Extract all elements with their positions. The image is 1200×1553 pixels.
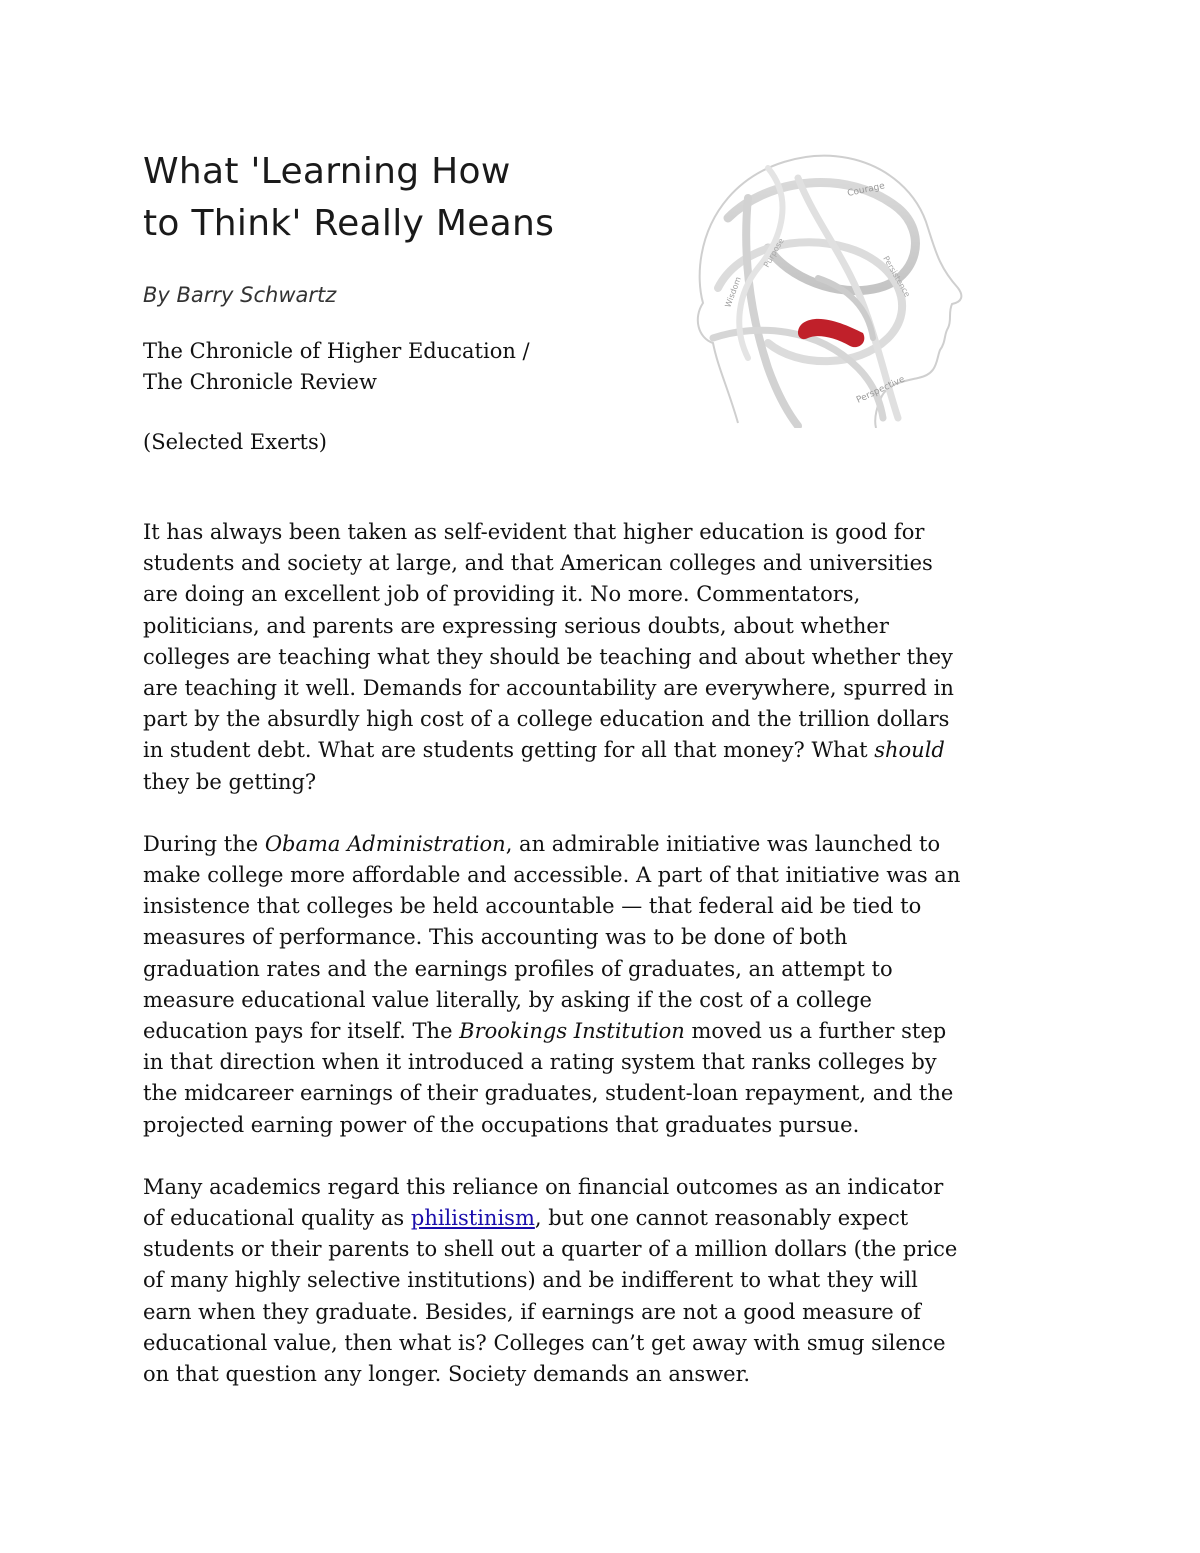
red-ribbon xyxy=(798,319,864,347)
ribbon-word-1: Courage xyxy=(846,181,886,199)
ribbon-3 xyxy=(746,198,798,426)
ribbon-head-illustration-icon xyxy=(618,138,980,428)
p3-line-4: of many highly selective institutions) and be indifferent to what they will xyxy=(143,1268,918,1293)
ribbon-4 xyxy=(798,178,898,418)
p1-line-9: they be getting? xyxy=(143,769,317,794)
p2-line-8: in that direction when it introduced a rating system that ranks colleges by xyxy=(143,1050,937,1075)
p2-line-1 xyxy=(143,829,1061,860)
p3-line-2-start: of educational quality as xyxy=(143,1206,411,1231)
p2-line-7 xyxy=(143,1016,1061,1047)
p1-line-1: It has always been taken as self-evident that higher education is good for xyxy=(143,520,925,544)
p3-line-2 xyxy=(143,1203,1061,1234)
p1-line-6: are teaching it well. Demands for accountability are everywhere, spurred in xyxy=(143,676,954,701)
title-line-1: What 'Learning How xyxy=(143,151,511,192)
paragraph-3 xyxy=(143,1172,1061,1390)
excerpt-note: (Selected Exerts) xyxy=(143,430,327,454)
paragraph-2 xyxy=(143,829,1061,1141)
p3-line-5: earn when they graduate. Besides, if earnings are not a good measure of xyxy=(143,1299,921,1324)
p2-line-4: measures of performance. This accounting was to be done of both xyxy=(143,925,848,950)
p1-line-2: students and society at large, and that American colleges and universities xyxy=(143,551,933,576)
article-title xyxy=(143,146,623,250)
p2-line-1-end: , an admirable initiative was launched to xyxy=(505,831,941,856)
p2-line-10: projected earning power of the occupations that graduates pursue. xyxy=(143,1112,860,1137)
p1-line-7: part by the absurdly high cost of a college education and the trillion dollars xyxy=(143,707,950,732)
p2-line-5: graduation rates and the earnings profiles of graduates, an attempt to xyxy=(143,956,893,981)
philistinism-link[interactable]: philistinism xyxy=(410,1206,535,1231)
ribbon-word-2: Wisdom xyxy=(723,275,743,309)
p1-line-3: are doing an excellent job of providing it. No more. Commentators, xyxy=(143,582,861,607)
p2-line-2: make college more affordable and accessible. A part of that initiative was an xyxy=(143,863,961,888)
p2-line-9: the midcareer earnings of their graduates, student-loan repayment, and the xyxy=(143,1081,954,1106)
p3-line-2-end: , but one cannot reasonably expect xyxy=(534,1206,909,1231)
p1-line-8-text: in student debt. What are students getting for all that money? What xyxy=(143,738,875,763)
emphasis-obama-administration: Obama Administration xyxy=(264,831,506,856)
p3-line-3: students or their parents to shell out a quarter of a million dollars (the price xyxy=(143,1237,958,1262)
ribbon-word-3: Perspective xyxy=(855,374,907,406)
source-line-1: The Chronicle of Higher Education / xyxy=(143,339,530,363)
emphasis-should: should xyxy=(874,738,945,763)
p3-line-7: on that question any longer. Society demands an answer. xyxy=(143,1362,751,1387)
p1-line-8 xyxy=(143,735,1061,766)
emphasis-brookings-institution: Brookings Institution xyxy=(459,1019,685,1044)
source-line-2: The Chronicle Review xyxy=(143,370,377,394)
p3-line-6: educational value, then what is? Colleges can’t get away with smug silence xyxy=(143,1330,946,1355)
p2-line-7-end: moved us a further step xyxy=(684,1019,947,1044)
article-body xyxy=(143,517,1061,1421)
ribbon-word-4: Purpose xyxy=(761,236,786,269)
publication-source xyxy=(143,336,530,398)
p1-line-4: politicians, and parents are expressing serious doubts, about whether xyxy=(143,613,889,638)
p3-line-1: Many academics regard this reliance on financial outcomes as an indicator xyxy=(143,1174,944,1199)
paragraph-1 xyxy=(143,517,1061,798)
p2-line-6: measure educational value literally, by asking if the cost of a college xyxy=(143,987,872,1012)
p2-line-3: insistence that colleges be held accountable — that federal aid be tied to xyxy=(143,894,922,919)
title-line-2: to Think' Really Means xyxy=(143,203,555,244)
ribbon-word-5: Persistence xyxy=(881,254,912,299)
author-byline: By Barry Schwartz xyxy=(143,283,337,307)
p1-line-5: colleges are teaching what they should be teaching and about whether they xyxy=(143,644,953,669)
p2-line-7-start: education pays for itself. The xyxy=(143,1019,460,1044)
p2-line-1-start: During the xyxy=(143,831,265,856)
